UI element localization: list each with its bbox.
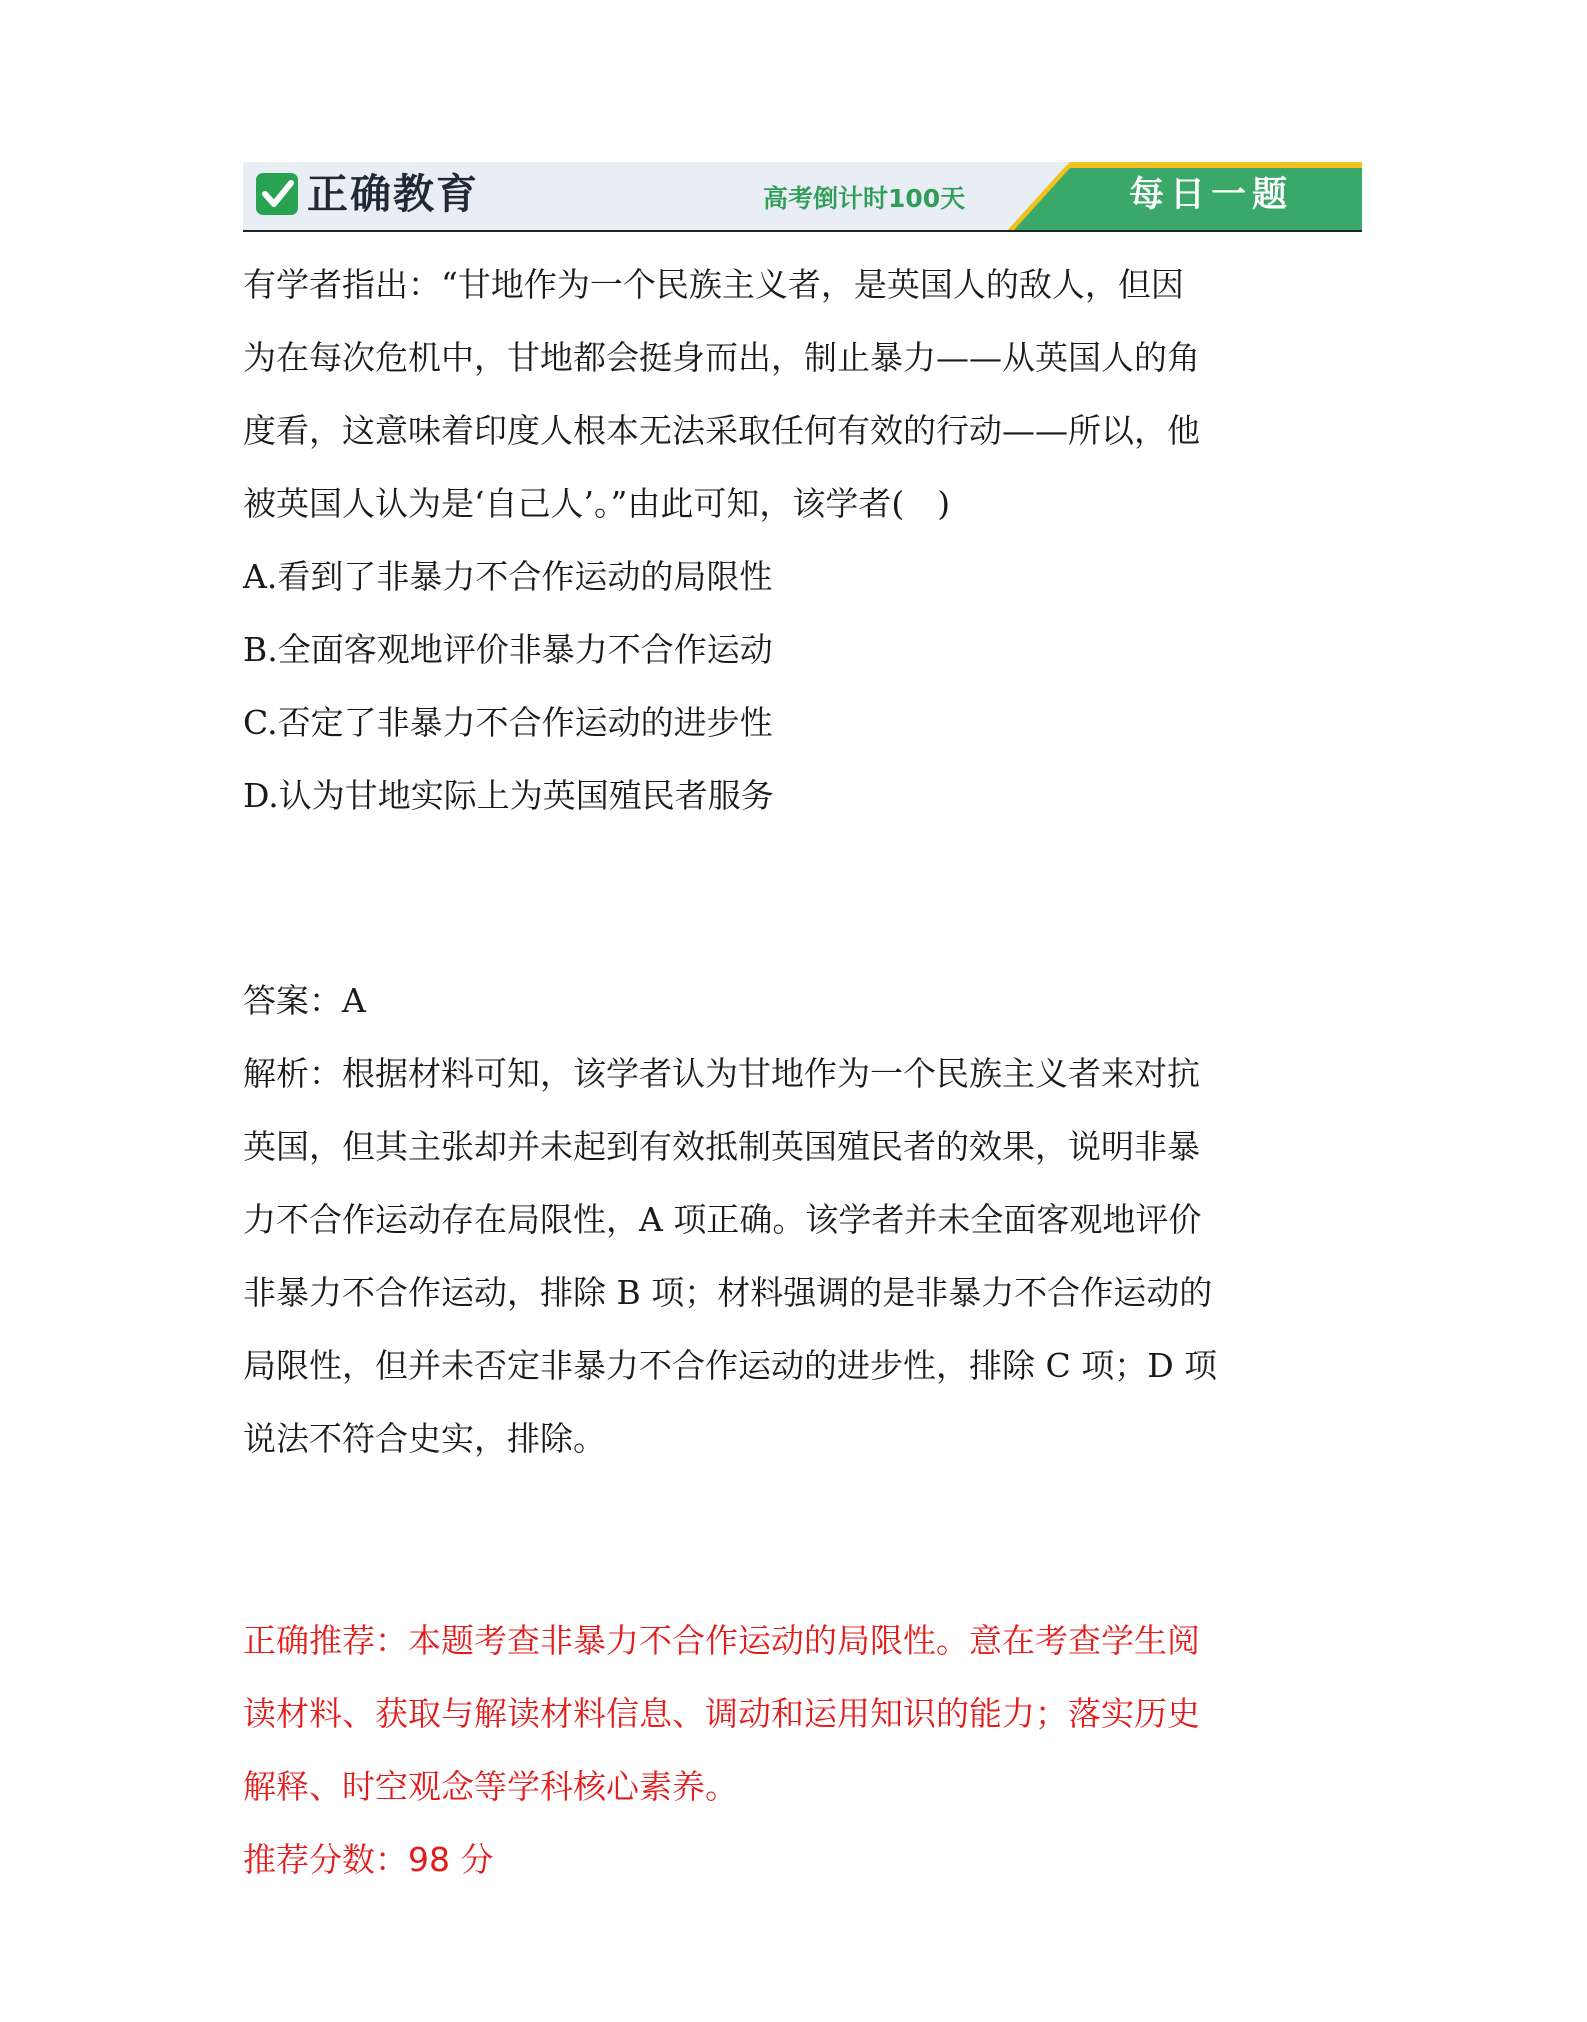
- stem-line: 度看，这意味着印度人根本无法采取任何有效的行动——所以，他: [243, 411, 1200, 450]
- analysis-line: 说法不符合史实，排除。: [243, 1419, 606, 1458]
- stem-line: 有学者指出：“甘地作为一个民族主义者，是英国人的敌人，但因: [243, 265, 1184, 304]
- analysis-line: 力不合作运动存在局限性，A 项正确。该学者并未全面客观地评价: [243, 1200, 1202, 1239]
- option-d: D.认为甘地实际上为英国殖民者服务: [243, 776, 774, 815]
- option-list: [243, 540, 1363, 832]
- option-b: B.全面客观地评价非暴力不合作运动: [243, 630, 773, 669]
- recommendation-section: [243, 1604, 1363, 1896]
- analysis-line: 解析：根据材料可知，该学者认为甘地作为一个民族主义者来对抗: [243, 1054, 1200, 1093]
- analysis-line: 非暴力不合作运动，排除 B 项；材料强调的是非暴力不合作运动的: [243, 1273, 1213, 1312]
- stem-line: 为在每次危机中，甘地都会挺身而出，制止暴力——从英国人的角: [243, 338, 1200, 377]
- brand-name: 正确教育: [307, 170, 479, 218]
- checkmark-logo-icon: [256, 173, 298, 215]
- answer-section: [243, 964, 1363, 1475]
- option-a: A.看到了非暴力不合作运动的局限性: [243, 557, 773, 596]
- countdown-label: 高考倒计时100天: [763, 184, 966, 213]
- recommend-line: 解释、时空观念等学科核心素养。: [243, 1767, 738, 1806]
- recommend-line: 正确推荐：本题考查非暴力不合作运动的局限性。意在考查学生阅: [243, 1621, 1200, 1660]
- analysis-line: 英国，但其主张却并未起到有效抵制英国殖民者的效果，说明非暴: [243, 1127, 1200, 1166]
- answer-line: 答案：A: [243, 981, 366, 1020]
- option-c: C.否定了非暴力不合作运动的进步性: [243, 703, 773, 742]
- header-divider: [243, 230, 1362, 232]
- recommend-line: 读材料、获取与解读材料信息、调动和运用知识的能力；落实历史: [243, 1694, 1200, 1733]
- recommend-score: 推荐分数：98 分: [243, 1840, 494, 1879]
- stem-line: 被英国人认为是‘自己人’。”由此可知，该学者( ): [243, 484, 951, 523]
- header-banner: [243, 162, 1362, 230]
- question-stem: [243, 248, 1363, 540]
- daily-question-tag: 每日一题: [1129, 175, 1294, 215]
- analysis-line: 局限性，但并未否定非暴力不合作运动的进步性，排除 C 项；D 项: [243, 1346, 1218, 1385]
